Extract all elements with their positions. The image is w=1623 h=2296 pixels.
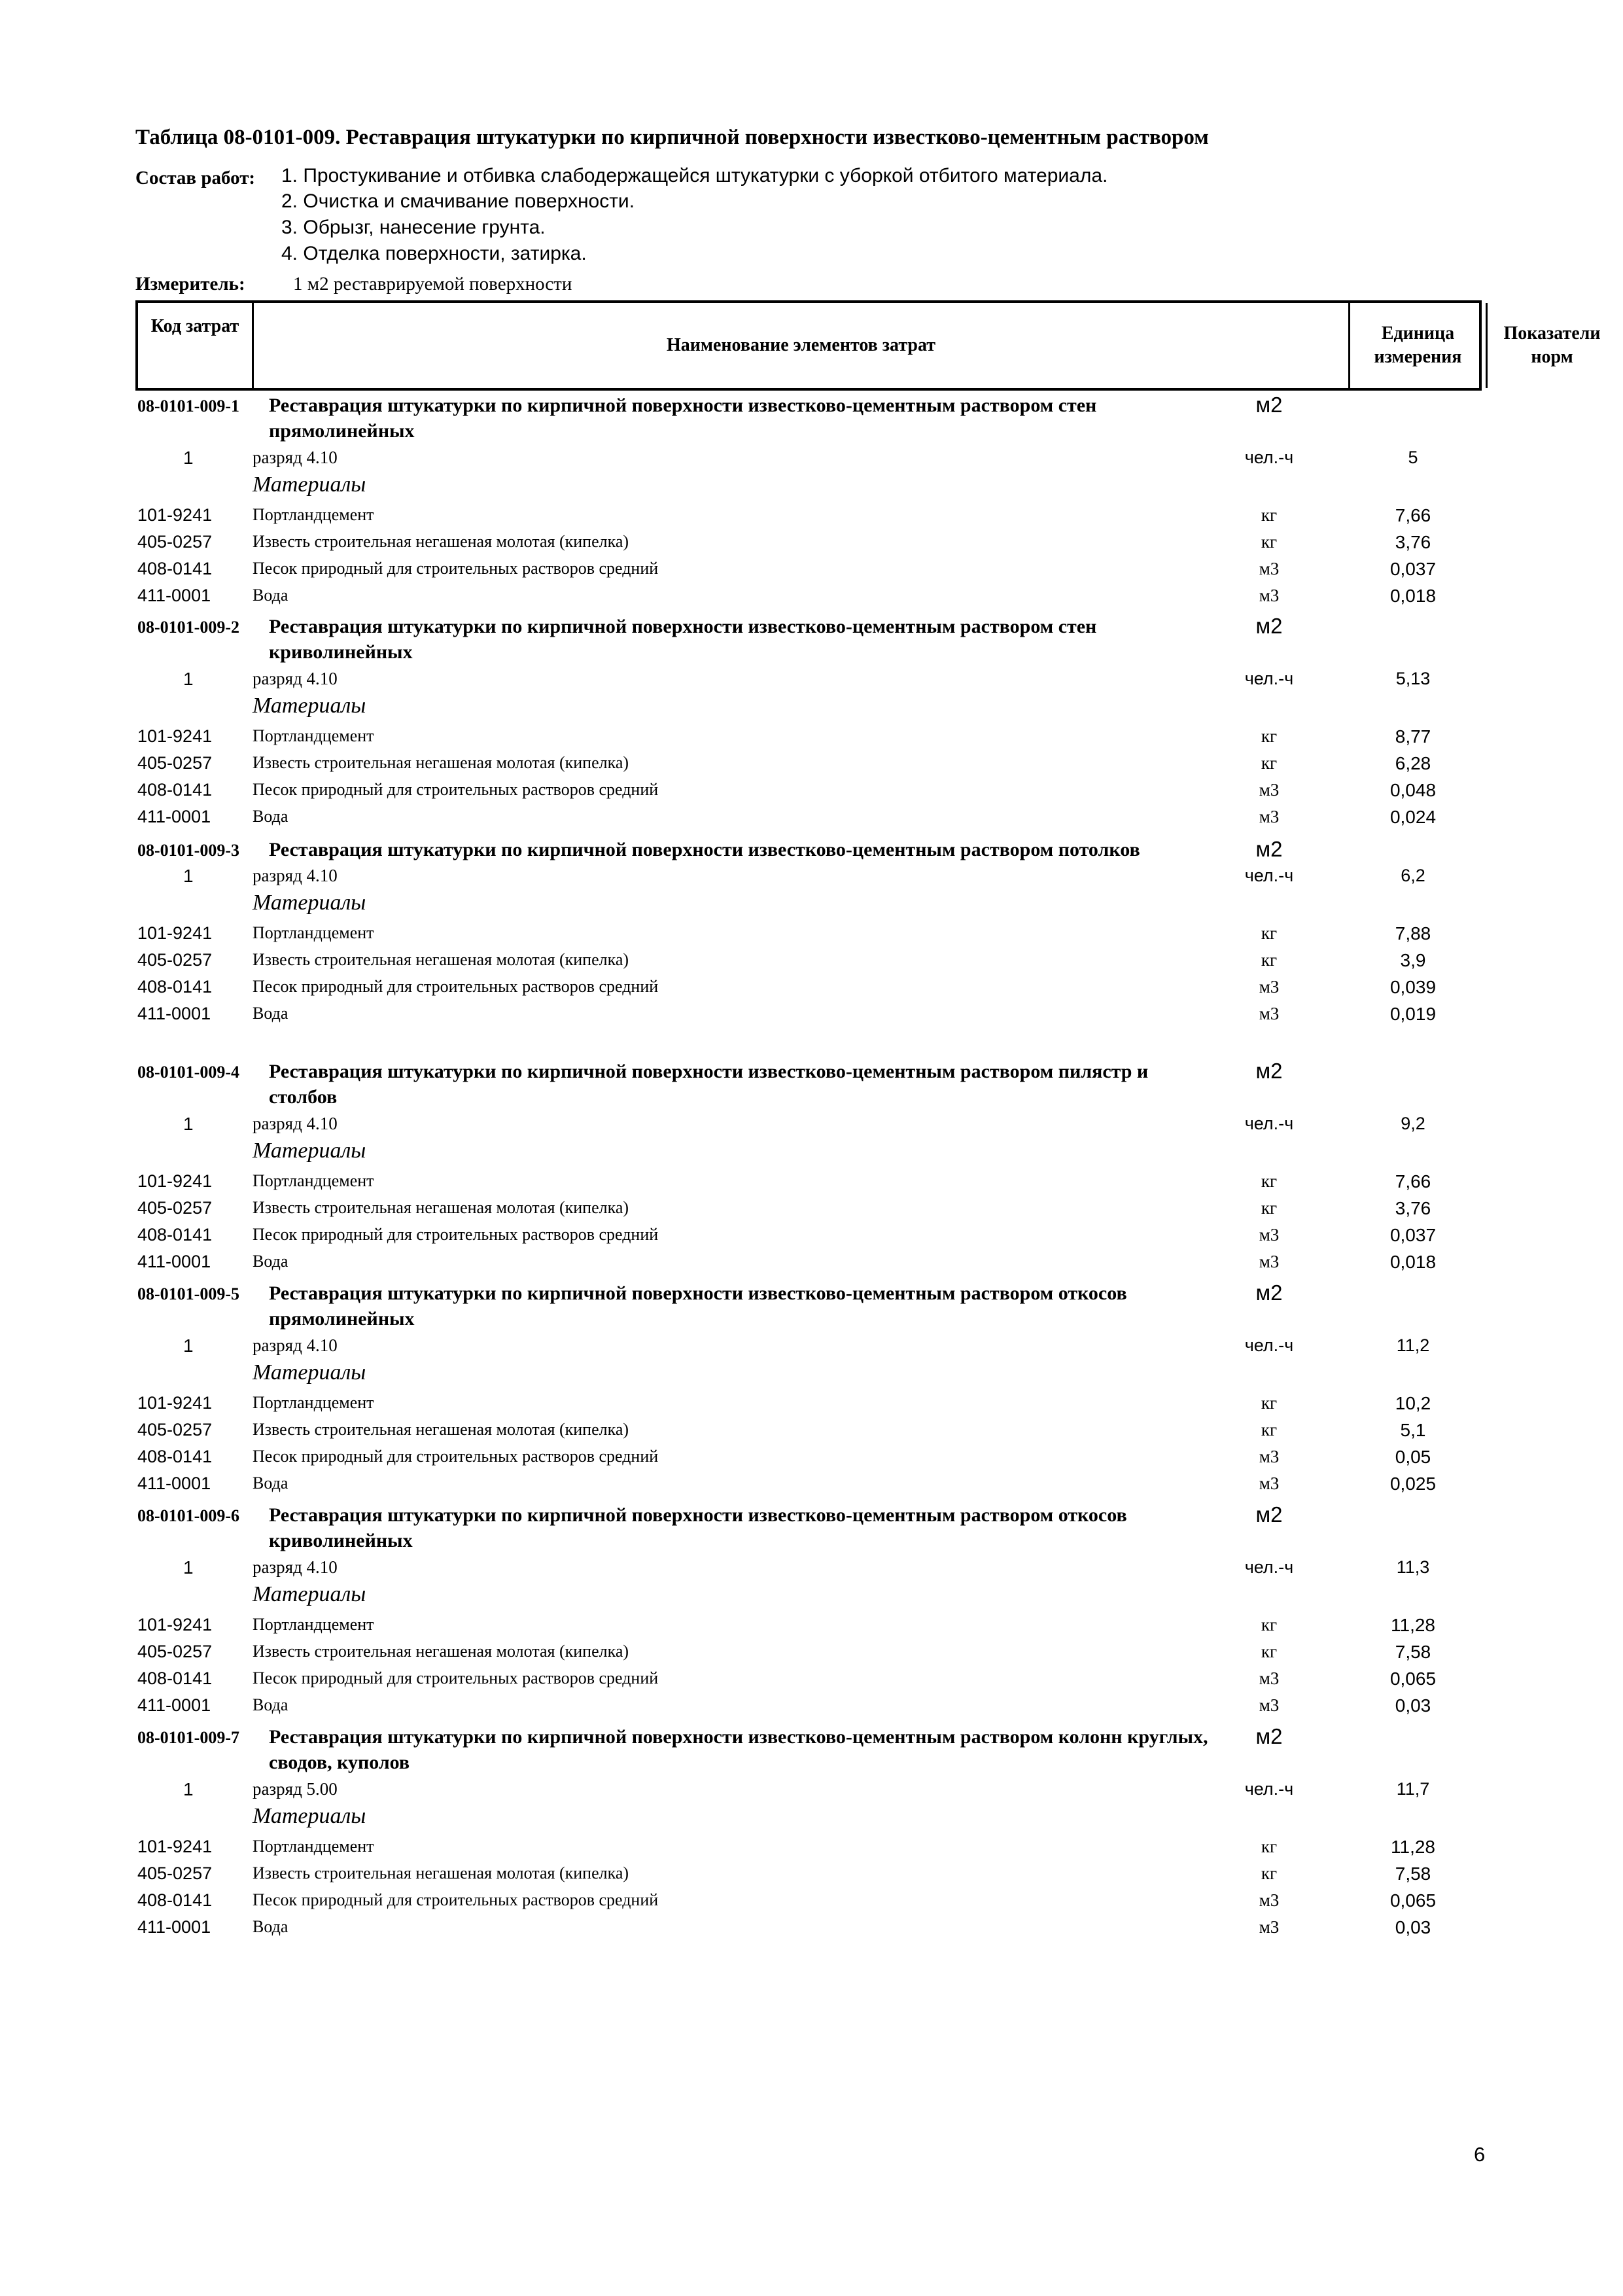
resource-code: 408-0141 xyxy=(137,1669,213,1688)
resource-name: Вода xyxy=(253,1004,288,1023)
resource-value: 7,88 xyxy=(1395,923,1431,944)
materials-heading-row xyxy=(0,472,1623,499)
resource-row xyxy=(0,1198,1623,1224)
resource-unit: м3 xyxy=(1259,977,1280,997)
labor-row xyxy=(0,1335,1623,1362)
resource-value: 0,039 xyxy=(1389,977,1437,997)
section-title: Реставрация штукатурки по кирпичной поверхности известково-цементным раствором пилястр и столбов xyxy=(269,1061,1149,1108)
labor-unit: чел.-ч xyxy=(1244,1779,1294,1799)
labor-row xyxy=(0,1779,1623,1805)
materials-heading: Материалы xyxy=(253,1360,366,1385)
labor-row xyxy=(0,1557,1623,1583)
resource-code: 101-9241 xyxy=(137,1837,213,1856)
resource-value: 0,048 xyxy=(1389,780,1437,800)
resource-row xyxy=(0,1890,1623,1916)
materials-heading: Материалы xyxy=(253,891,366,915)
resource-unit: м3 xyxy=(1259,1474,1280,1493)
resource-name: Песок природный для строительных растворов средний xyxy=(253,977,659,996)
section-row xyxy=(0,1059,1623,1108)
resource-code: 411-0001 xyxy=(137,586,211,605)
labor-unit: чел.-ч xyxy=(1244,1335,1294,1355)
page-number: 6 xyxy=(1474,2143,1486,2166)
resource-name: Песок природный для строительных растворов средний xyxy=(253,1669,659,1687)
resource-name: Вода xyxy=(253,1917,288,1936)
labor-value: 9,2 xyxy=(1401,1114,1425,1133)
resource-value: 0,018 xyxy=(1389,1252,1437,1272)
resource-name: Портландцемент xyxy=(253,726,374,745)
resource-unit: кг xyxy=(1261,1642,1278,1661)
labor-code: 1 xyxy=(183,448,194,468)
resource-code: 411-0001 xyxy=(137,1004,211,1023)
resource-code: 101-9241 xyxy=(137,505,213,525)
resource-value: 8,77 xyxy=(1395,726,1431,747)
resource-name: Портландцемент xyxy=(253,923,374,942)
labor-code: 1 xyxy=(183,866,194,886)
composition-label: Состав работ: xyxy=(135,168,256,188)
resource-unit: м3 xyxy=(1259,1447,1280,1466)
materials-heading-row xyxy=(0,694,1623,720)
resource-code: 411-0001 xyxy=(137,1695,211,1715)
section-unit: м2 xyxy=(1255,837,1283,861)
header-code: Код затрат xyxy=(150,316,239,336)
resource-unit: кг xyxy=(1261,1393,1278,1413)
resource-unit: кг xyxy=(1261,950,1278,970)
section-code: 08-0101-009-4 xyxy=(137,1063,239,1082)
resource-value: 11,28 xyxy=(1391,1837,1435,1857)
resource-row xyxy=(0,753,1623,779)
resource-value: 0,05 xyxy=(1395,1447,1431,1467)
resource-name: Песок природный для строительных растворов средний xyxy=(253,1225,659,1244)
table-header xyxy=(135,300,1601,391)
section-code: 08-0101-009-7 xyxy=(137,1728,239,1747)
section-code: 08-0101-009-6 xyxy=(137,1506,239,1525)
resource-row xyxy=(0,1669,1623,1695)
resource-row xyxy=(0,1420,1623,1446)
resource-value: 3,76 xyxy=(1395,1198,1431,1218)
labor-value: 5,13 xyxy=(1395,669,1431,688)
section-row xyxy=(0,1502,1623,1551)
resource-unit: кг xyxy=(1261,753,1278,773)
resource-code: 408-0141 xyxy=(137,1225,213,1245)
labor-row xyxy=(0,1114,1623,1140)
resource-unit: кг xyxy=(1261,1171,1278,1191)
resource-row xyxy=(0,1474,1623,1500)
resource-value: 0,065 xyxy=(1389,1669,1437,1689)
resource-value: 7,58 xyxy=(1395,1863,1431,1884)
materials-heading: Материалы xyxy=(253,472,366,497)
resource-unit: кг xyxy=(1261,1837,1278,1856)
resource-code: 101-9241 xyxy=(137,923,213,943)
resource-name: Портландцемент xyxy=(253,1393,374,1412)
labor-unit: чел.-ч xyxy=(1244,669,1294,688)
resource-code: 408-0141 xyxy=(137,559,213,578)
resource-row xyxy=(0,780,1623,806)
resource-code: 405-0257 xyxy=(137,950,213,970)
resource-value: 0,018 xyxy=(1389,586,1437,606)
resource-row xyxy=(0,1642,1623,1668)
resource-unit: кг xyxy=(1261,923,1278,943)
resource-name: Известь строительная негашеная молотая (кипелка) xyxy=(253,532,629,551)
resource-unit: кг xyxy=(1261,1420,1278,1439)
labor-grade: разряд 4.10 xyxy=(253,1557,338,1577)
resource-row xyxy=(0,1863,1623,1890)
resource-name: Вода xyxy=(253,1695,288,1714)
resource-name: Портландцемент xyxy=(253,1615,374,1634)
resource-name: Портландцемент xyxy=(253,1171,374,1190)
resource-code: 411-0001 xyxy=(137,1917,211,1937)
section-title: Реставрация штукатурки по кирпичной поверхности известково-цементным раствором потолков xyxy=(269,839,1140,860)
resource-name: Известь строительная негашеная молотая (кипелка) xyxy=(253,1198,629,1217)
labor-grade: разряд 4.10 xyxy=(253,448,338,467)
resource-code: 405-0257 xyxy=(137,753,213,773)
resource-unit: м3 xyxy=(1259,1004,1280,1023)
resource-unit: кг xyxy=(1261,1198,1278,1218)
header-name: Наименование элементов затрат xyxy=(252,303,1348,388)
labor-unit: чел.-ч xyxy=(1244,448,1294,467)
materials-heading-row xyxy=(0,1360,1623,1386)
materials-heading: Материалы xyxy=(253,1804,366,1828)
resource-unit: м3 xyxy=(1259,1225,1280,1245)
resource-code: 101-9241 xyxy=(137,1615,213,1634)
labor-value: 11,7 xyxy=(1396,1779,1430,1799)
section-unit: м2 xyxy=(1255,1502,1283,1527)
resource-code: 411-0001 xyxy=(137,1252,211,1271)
resource-row xyxy=(0,1225,1623,1251)
resource-value: 3,9 xyxy=(1400,950,1426,970)
resource-name: Песок природный для строительных растворов средний xyxy=(253,1890,659,1909)
labor-grade: разряд 4.10 xyxy=(253,1114,338,1133)
section-code: 08-0101-009-2 xyxy=(137,618,239,637)
section-unit: м2 xyxy=(1255,614,1283,638)
labor-unit: чел.-ч xyxy=(1244,866,1294,885)
resource-row xyxy=(0,559,1623,585)
resource-value: 0,037 xyxy=(1389,559,1437,579)
section-title: Реставрация штукатурки по кирпичной поверхности известково-цементным раствором стен прямолинейных xyxy=(269,395,1097,442)
resource-name: Песок природный для строительных растворов средний xyxy=(253,559,659,578)
resource-value: 6,28 xyxy=(1395,753,1431,773)
resource-unit: кг xyxy=(1261,505,1278,525)
resource-row xyxy=(0,1004,1623,1030)
resource-value: 0,03 xyxy=(1395,1695,1431,1716)
materials-heading-row xyxy=(0,1804,1623,1830)
materials-heading-row xyxy=(0,1582,1623,1608)
labor-grade: разряд 4.10 xyxy=(253,669,338,688)
resource-unit: м3 xyxy=(1259,1890,1280,1910)
labor-row xyxy=(0,448,1623,474)
header-unit: Единица измерения xyxy=(1348,303,1486,388)
resource-row xyxy=(0,1615,1623,1641)
resource-code: 411-0001 xyxy=(137,807,211,826)
resource-row xyxy=(0,923,1623,949)
resource-code: 101-9241 xyxy=(137,726,213,746)
resource-name: Известь строительная негашеная молотая (кипелка) xyxy=(253,1863,629,1882)
resource-code: 408-0141 xyxy=(137,780,213,800)
resource-row xyxy=(0,1171,1623,1197)
resource-code: 101-9241 xyxy=(137,1393,213,1413)
resource-code: 405-0257 xyxy=(137,1863,213,1883)
section-row xyxy=(0,1724,1623,1773)
section-code: 08-0101-009-1 xyxy=(137,397,239,415)
resource-name: Вода xyxy=(253,807,288,826)
resource-code: 408-0141 xyxy=(137,1890,213,1910)
resource-name: Вода xyxy=(253,1474,288,1492)
resource-unit: м3 xyxy=(1259,1669,1280,1688)
labor-grade: разряд 4.10 xyxy=(253,1335,338,1355)
section-title: Реставрация штукатурки по кирпичной поверхности известково-цементным раствором откосов прямолинейных xyxy=(269,1282,1127,1330)
header-norm: Показатели норм xyxy=(1486,303,1616,388)
labor-unit: чел.-ч xyxy=(1244,1557,1294,1577)
resource-name: Вода xyxy=(253,1252,288,1271)
resource-unit: кг xyxy=(1261,1615,1278,1634)
resource-value: 7,66 xyxy=(1395,1171,1431,1192)
resource-value: 0,019 xyxy=(1389,1004,1437,1024)
materials-heading: Материалы xyxy=(253,1139,366,1163)
resource-row xyxy=(0,1447,1623,1473)
labor-row xyxy=(0,866,1623,892)
resource-code: 405-0257 xyxy=(137,1198,213,1218)
measure-label: Измеритель: xyxy=(135,274,245,294)
materials-heading-row xyxy=(0,891,1623,917)
resource-row xyxy=(0,586,1623,612)
resource-name: Известь строительная негашеная молотая (кипелка) xyxy=(253,1642,629,1661)
resource-unit: м3 xyxy=(1259,559,1280,578)
composition-item: 4. Отделка поверхности, затирка. xyxy=(281,243,587,264)
resource-name: Песок природный для строительных растворов средний xyxy=(253,1447,659,1466)
resource-unit: кг xyxy=(1261,532,1278,552)
labor-code: 1 xyxy=(183,1779,194,1799)
section-unit: м2 xyxy=(1255,1724,1283,1748)
resource-value: 0,024 xyxy=(1389,807,1437,827)
section-unit: м2 xyxy=(1255,393,1283,417)
resource-code: 408-0141 xyxy=(137,1447,213,1466)
resource-unit: м3 xyxy=(1259,1695,1280,1715)
composition-item: 2. Очистка и смачивание поверхности. xyxy=(281,190,635,212)
resource-code: 405-0257 xyxy=(137,1420,213,1439)
resource-code: 101-9241 xyxy=(137,1171,213,1191)
resource-unit: м3 xyxy=(1259,586,1280,605)
resource-code: 405-0257 xyxy=(137,532,213,552)
resource-row xyxy=(0,950,1623,976)
materials-heading-row xyxy=(0,1139,1623,1165)
resource-value: 11,28 xyxy=(1391,1615,1435,1635)
resource-name: Портландцемент xyxy=(253,505,374,524)
labor-code: 1 xyxy=(183,669,194,689)
resource-unit: м3 xyxy=(1259,807,1280,826)
section-title: Реставрация штукатурки по кирпичной поверхности известково-цементным раствором стен криволинейных xyxy=(269,616,1097,663)
resource-row xyxy=(0,532,1623,558)
resource-value: 3,76 xyxy=(1395,532,1431,552)
resource-name: Известь строительная негашеная молотая (кипелка) xyxy=(253,1420,629,1439)
labor-value: 11,2 xyxy=(1396,1335,1430,1355)
section-title: Реставрация штукатурки по кирпичной поверхности известково-цементным раствором колонн круглых, сводов, куполов xyxy=(269,1726,1208,1773)
section-row xyxy=(0,614,1623,663)
resource-row xyxy=(0,1695,1623,1722)
resource-row xyxy=(0,726,1623,752)
table-title: Таблица 08-0101-009. Реставрация штукатурки по кирпичной поверхности известково-цементным раствором xyxy=(135,126,1209,149)
resource-code: 408-0141 xyxy=(137,977,213,997)
section-code: 08-0101-009-5 xyxy=(137,1284,239,1303)
resource-code: 405-0257 xyxy=(137,1642,213,1661)
resource-name: Песок природный для строительных растворов средний xyxy=(253,780,659,799)
resource-row xyxy=(0,977,1623,1003)
resource-value: 10,2 xyxy=(1395,1393,1431,1413)
resource-unit: м3 xyxy=(1259,780,1280,800)
section-code: 08-0101-009-3 xyxy=(137,841,239,860)
resource-value: 0,03 xyxy=(1395,1917,1431,1937)
resource-name: Портландцемент xyxy=(253,1837,374,1856)
section-row xyxy=(0,837,1623,863)
materials-heading: Материалы xyxy=(253,1582,366,1606)
labor-code: 1 xyxy=(183,1114,194,1134)
labor-code: 1 xyxy=(183,1335,194,1356)
section-title: Реставрация штукатурки по кирпичной поверхности известково-цементным раствором откосов криволинейных xyxy=(269,1504,1127,1551)
labor-grade: разряд 4.10 xyxy=(253,866,338,885)
materials-heading: Материалы xyxy=(253,694,366,718)
resource-row xyxy=(0,1917,1623,1943)
resource-unit: кг xyxy=(1261,726,1278,746)
resource-name: Известь строительная негашеная молотая (кипелка) xyxy=(253,753,629,772)
labor-value: 6,2 xyxy=(1401,866,1425,885)
resource-name: Вода xyxy=(253,586,288,605)
composition-item: 3. Обрызг, нанесение грунта. xyxy=(281,217,546,238)
resource-row xyxy=(0,1252,1623,1278)
resource-value: 0,025 xyxy=(1389,1474,1437,1494)
section-row xyxy=(0,1280,1623,1330)
section-row xyxy=(0,393,1623,442)
resource-value: 7,58 xyxy=(1395,1642,1431,1662)
labor-value: 11,3 xyxy=(1396,1557,1430,1577)
resource-row xyxy=(0,1393,1623,1419)
section-unit: м2 xyxy=(1255,1280,1283,1305)
resource-unit: м3 xyxy=(1259,1252,1280,1271)
labor-value: 5 xyxy=(1408,448,1418,467)
resource-row xyxy=(0,1837,1623,1863)
resource-unit: кг xyxy=(1261,1863,1278,1883)
composition-item: 1. Простукивание и отбивка слабодержащейся штукатурки с уборкой отбитого материала. xyxy=(281,165,1108,186)
labor-code: 1 xyxy=(183,1557,194,1578)
resource-unit: м3 xyxy=(1259,1917,1280,1937)
resource-value: 0,037 xyxy=(1389,1225,1437,1245)
labor-unit: чел.-ч xyxy=(1244,1114,1294,1133)
resource-code: 411-0001 xyxy=(137,1474,211,1493)
resource-row xyxy=(0,807,1623,833)
resource-value: 0,065 xyxy=(1389,1890,1437,1911)
resource-value: 5,1 xyxy=(1400,1420,1426,1440)
labor-grade: разряд 5.00 xyxy=(253,1779,338,1799)
labor-row xyxy=(0,669,1623,695)
resource-row xyxy=(0,505,1623,531)
resource-value: 7,66 xyxy=(1395,505,1431,525)
section-unit: м2 xyxy=(1255,1059,1283,1083)
resource-name: Известь строительная негашеная молотая (кипелка) xyxy=(253,950,629,969)
measure-value: 1 м2 реставрируемой поверхности xyxy=(293,274,572,294)
